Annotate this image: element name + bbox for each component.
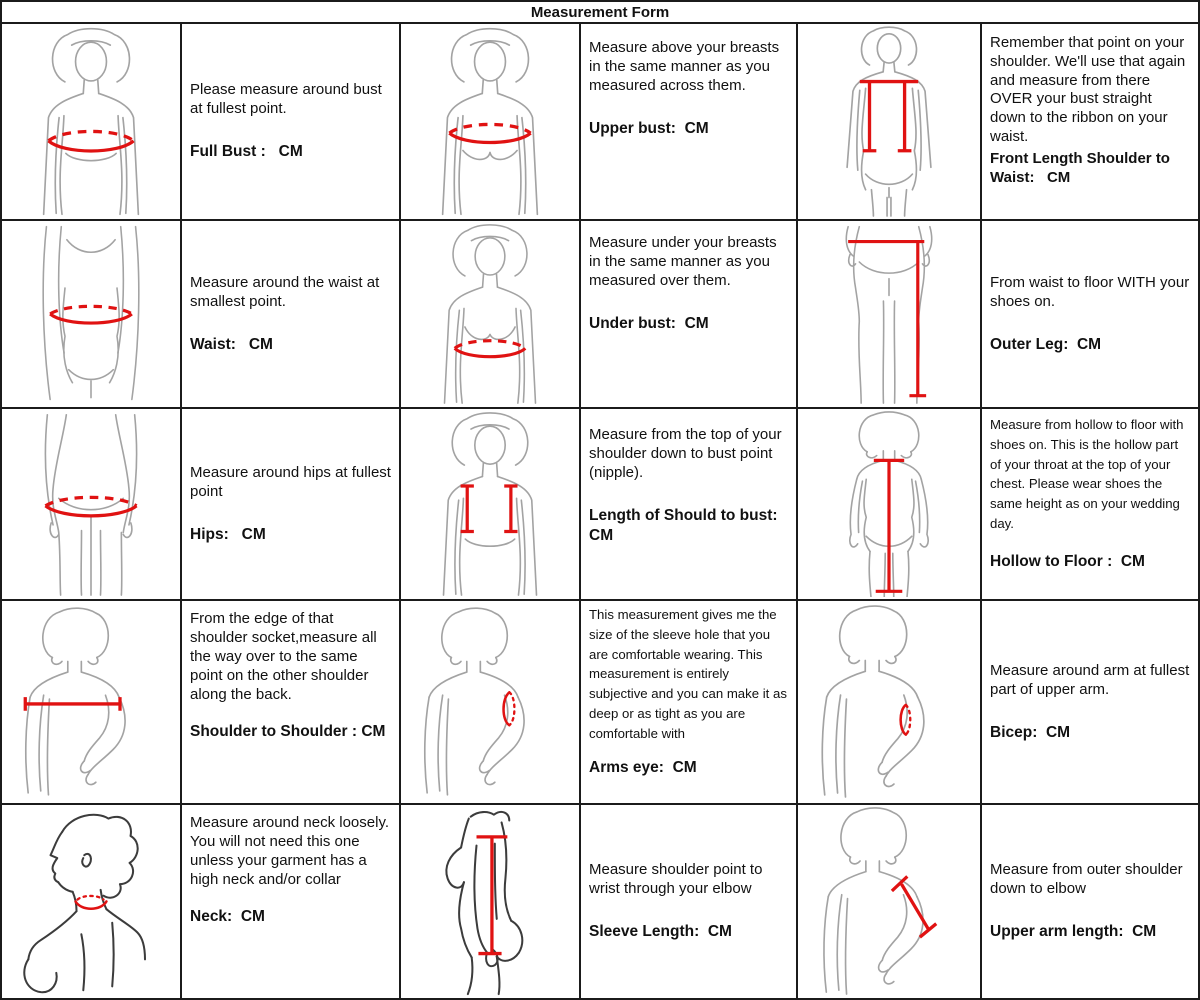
profile-neck-illustration <box>4 807 178 996</box>
measurement-label: Upper arm length: CM <box>990 923 1157 941</box>
instruction-text: From the edge of that shoulder socket,measure all the way over to the same point on the other shoulder along the back. <box>190 610 377 704</box>
back-bicep-illustration <box>800 603 978 801</box>
instruction-hips <box>182 409 399 599</box>
measurement-label: Upper bust: CM <box>589 120 709 138</box>
upper-bust-figure <box>401 24 579 219</box>
outer-leg-figure <box>798 221 980 407</box>
measurement-label: Bicep: CM <box>990 723 1071 741</box>
back-arms-eye-illustration <box>403 603 577 801</box>
measurement-label: Outer Leg: CM <box>990 335 1102 353</box>
instruction-text: Measure around arm at fullest part of upper arm. <box>990 661 1190 698</box>
instruction-text: Measure shoulder point to wrist through your elbow <box>589 861 763 898</box>
measurement-label: Hollow to Floor : CM <box>990 552 1145 570</box>
side-sleeve-length-illustration <box>403 807 577 996</box>
hollow-to-floor-figure <box>798 409 980 599</box>
instruction-text: Please measure around bust at fullest point. <box>190 81 382 118</box>
instruction-text: Measure around the waist at smallest point. <box>190 273 380 310</box>
measurement-label: Arms eye: CM <box>589 758 697 776</box>
instruction-text: From waist to floor WITH your shoes on. <box>990 273 1190 310</box>
front-length-figure <box>798 24 980 219</box>
hips-figure <box>2 409 180 599</box>
woman-shoulder-to-bust-illustration <box>403 411 577 597</box>
full-bust-figure <box>2 24 180 219</box>
torso-waist-illustration <box>4 223 178 405</box>
instruction-text: Measure from the top of your shoulder down to bust point (nipple). <box>589 426 782 482</box>
woman-hollow-to-floor-illustration <box>800 411 978 597</box>
measurement-label: Full Bust : CM <box>190 143 303 161</box>
instruction-arms-eye <box>581 601 796 803</box>
under-bust-figure <box>401 221 579 407</box>
shoulder-to-bust-figure <box>401 409 579 599</box>
measurement-label: Front Length Shoulder to Waist: CM <box>990 149 1175 186</box>
woman-front-bust-illustration <box>4 26 178 217</box>
measurement-label: Waist: CM <box>190 335 273 353</box>
neck-figure <box>2 805 180 998</box>
back-shoulder-to-shoulder-illustration <box>4 603 178 801</box>
woman-front-length-illustration <box>800 26 978 217</box>
measurement-label: Shoulder to Shoulder : CM <box>190 723 386 741</box>
instruction-hollow-to-floor <box>982 409 1198 599</box>
woman-front-upper-bust-illustration <box>403 26 577 217</box>
sleeve-length-figure <box>401 805 579 998</box>
instruction-shoulder-to-shoulder <box>182 601 399 803</box>
instruction-text: Measure from outer shoulder down to elbow <box>990 861 1183 898</box>
instruction-text: Measure from hollow to floor with shoes on. This is the hollow part of your throat at the top of your chest. Please wear shoes the same height as on your wedding day. <box>990 417 1184 531</box>
instruction-under-bust <box>581 221 796 407</box>
torso-hips-illustration <box>4 411 178 597</box>
instruction-upper-arm-length <box>982 805 1198 998</box>
shoulder-to-shoulder-figure <box>2 601 180 803</box>
instruction-text: Measure above your breasts in the same manner as you measured across them. <box>589 39 780 95</box>
woman-front-under-bust-illustration <box>403 223 577 405</box>
waist-figure <box>2 221 180 407</box>
instruction-text: This measurement gives me the size of the sleeve hole that you are comfortable wearing. This measurement is entirely subjective and you can make it as deep or as tight as you are comfortable with <box>589 607 787 741</box>
upper-arm-length-figure <box>798 805 980 998</box>
instruction-text: Measure around hips at fullest point <box>190 463 391 500</box>
instruction-text: Measure under your breasts in the same manner as you measured over them. <box>589 234 777 290</box>
arms-eye-figure <box>401 601 579 803</box>
instruction-text: Remember that point on your shoulder. We'll use that again and measure from there OVER your bust straight down to the ribbon on your waist. <box>990 34 1186 145</box>
instruction-full-bust <box>182 24 399 219</box>
instruction-outer-leg <box>982 221 1198 407</box>
legs-outer-leg-illustration <box>800 223 978 405</box>
bicep-figure <box>798 601 980 803</box>
measurement-label: Sleeve Length: CM <box>589 923 732 941</box>
instruction-text: Measure around neck loosely. You will not need this one unless your garment has a high neck and/or collar <box>190 814 389 889</box>
instruction-neck <box>182 805 399 998</box>
measurement-label: Hips: CM <box>190 525 266 543</box>
instruction-shoulder-to-bust <box>581 409 796 599</box>
measurement-label: Length of Should to bust: CM <box>589 507 787 545</box>
measurement-label: Neck: CM <box>190 908 265 926</box>
instruction-waist <box>182 221 399 407</box>
instruction-bicep <box>982 601 1198 803</box>
back-upper-arm-length-illustration <box>800 807 978 996</box>
page-title: Measurement Form <box>2 2 1198 22</box>
measurement-label: Under bust: CM <box>589 315 709 333</box>
instruction-sleeve-length <box>581 805 796 998</box>
instruction-front-length <box>982 24 1198 219</box>
instruction-upper-bust <box>581 24 796 219</box>
